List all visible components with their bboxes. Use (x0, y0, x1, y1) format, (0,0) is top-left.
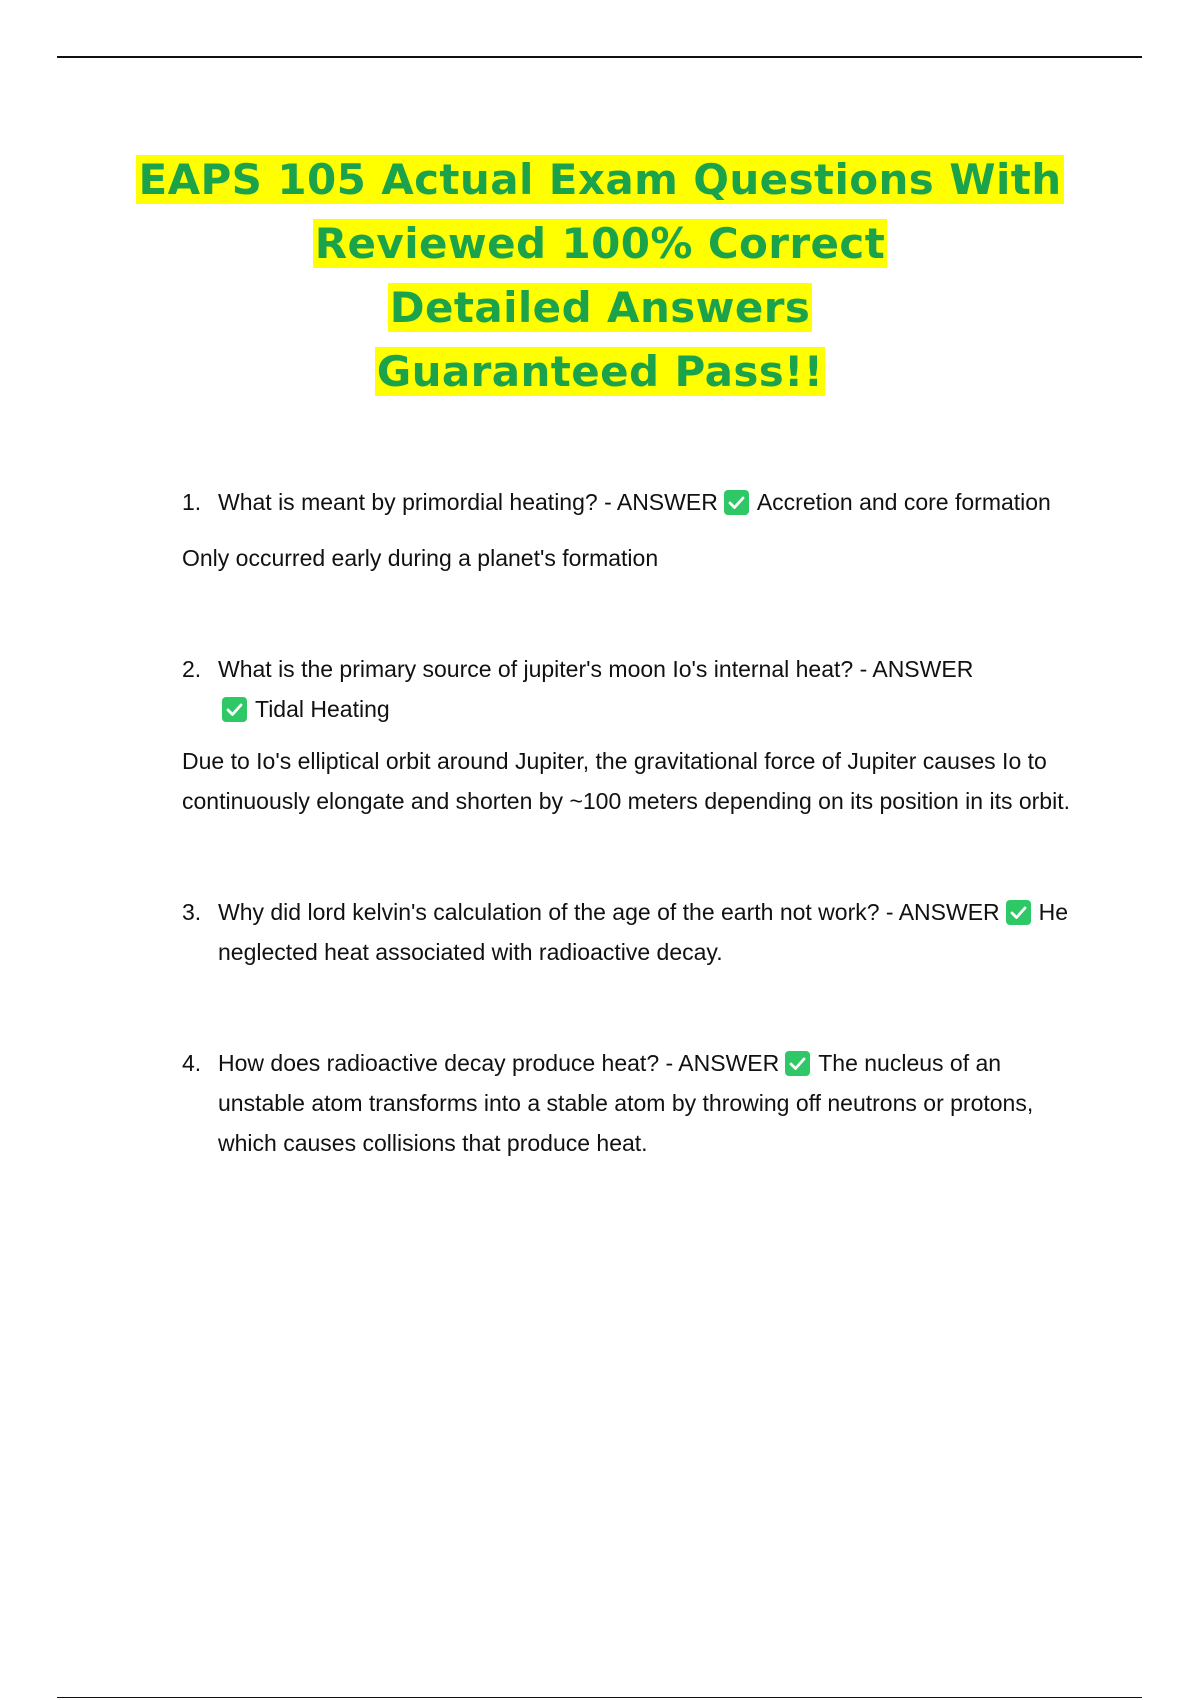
check-mark-icon (1006, 900, 1031, 925)
question-text: What is meant by primordial heating? - ANSWER (218, 489, 718, 515)
document-title (0, 148, 1200, 404)
top-rule (57, 56, 1142, 58)
question-item-2 (182, 649, 1082, 729)
question-item-4 (182, 1043, 1082, 1163)
bottom-rule (57, 1697, 1142, 1698)
answer-text: Tidal Heating (255, 696, 390, 722)
question-text: Why did lord kelvin's calculation of the age of the earth not work? - ANSWER (218, 899, 1000, 925)
question-list (182, 482, 1082, 1163)
explanation-2: Due to Io's elliptical orbit around Jupiter, the gravitational force of Jupiter causes Io to continuously elongate and shorten by ~100 meters depending on its position in its orbit. (182, 748, 1070, 814)
question-number: 1. (182, 489, 202, 515)
question-number: 3. (182, 899, 202, 925)
question-item-3 (182, 892, 1082, 972)
check-mark-icon (724, 490, 749, 515)
question-item-1 (182, 482, 1082, 522)
question-text: How does radioactive decay produce heat? - ANSWER (218, 1050, 780, 1076)
title-line-2: Reviewed 100% Correct (314, 219, 886, 268)
check-mark-icon (785, 1051, 810, 1076)
title-line-3: Detailed Answers (389, 283, 811, 332)
answer-text: The nucleus of an unstable atom transforms into a stable atom by throwing off neutrons or protons, which causes collisions that produce heat. (218, 1050, 1034, 1156)
title-line-4: Guaranteed Pass!! (376, 347, 824, 396)
answer-text: Accretion and core formation (756, 489, 1051, 515)
question-text: What is the primary source of jupiter's moon Io's internal heat? - ANSWER (218, 656, 974, 682)
explanation-1: Only occurred early during a planet's formation (182, 545, 659, 571)
question-number: 4. (182, 1050, 202, 1076)
answer-text: He neglected heat associated with radioactive decay. (218, 899, 1069, 965)
question-number: 2. (182, 656, 202, 682)
check-mark-icon (222, 697, 247, 722)
title-line-1: EAPS 105 Actual Exam Questions With (138, 155, 1062, 204)
